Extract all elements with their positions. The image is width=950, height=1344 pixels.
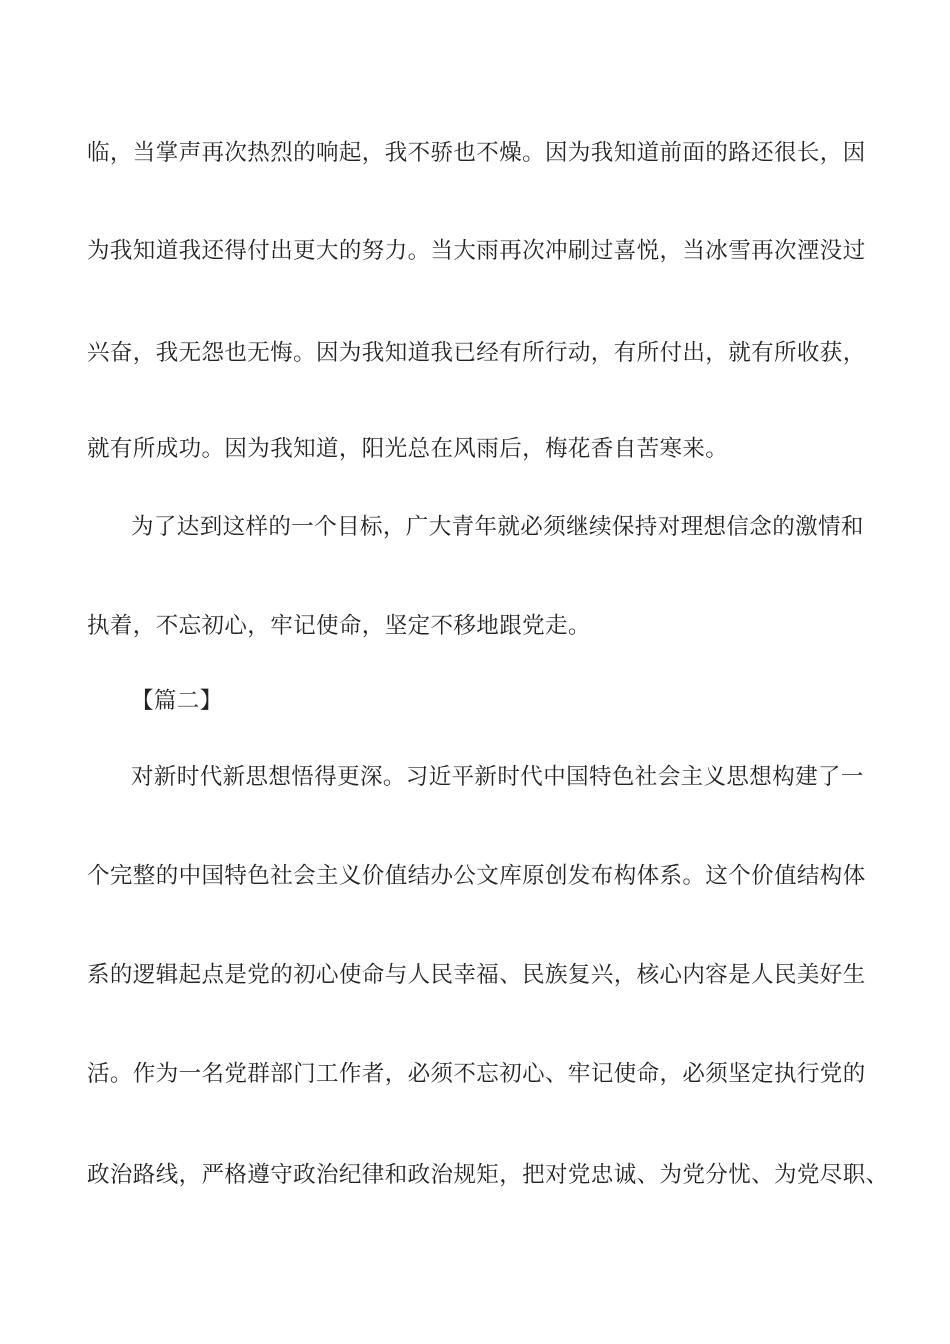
paragraph-line: 就有所成功。因为我知道，阳光总在风雨后，梅花香自苦寒来。 bbox=[87, 436, 729, 462]
section-heading: 【篇二】 bbox=[131, 688, 223, 714]
paragraph-line: 个完整的中国特色社会主义价值结办公文库原创发布构体系。这个价值结构体 bbox=[87, 863, 866, 889]
paragraph-line: 执着，不忘初心，牢记使命，坚定不移地跟党走。 bbox=[87, 613, 591, 639]
paragraph-line: 系的逻辑起点是党的初心使命与人民幸福、民族复兴，核心内容是人民美好生 bbox=[87, 962, 866, 988]
paragraph-line: 为了达到这样的一个目标，广大青年就必须继续保持对理想信念的激情和 bbox=[131, 514, 864, 540]
paragraph-line: 兴奋，我无怨也无悔。因为我知道我已经有所行动，有所付出，就有所收获， bbox=[87, 340, 866, 366]
paragraph-line: 对新时代新思想悟得更深。习近平新时代中国特色社会主义思想构建了一 bbox=[131, 764, 864, 790]
paragraph-line: 政治路线，严格遵守政治纪律和政治规矩，把对党忠诚、为党分忧、为党尽职、 bbox=[87, 1162, 889, 1188]
paragraph-line: 临，当掌声再次热烈的响起，我不骄也不燥。因为我知道前面的路还很长，因 bbox=[87, 140, 866, 166]
paragraph-line: 为我知道我还得付出更大的努力。当大雨再次冲刷过喜悦，当冰雪再次湮没过 bbox=[87, 238, 866, 264]
paragraph-line: 活。作为一名党群部门工作者，必须不忘初心、牢记使命，必须坚定执行党的 bbox=[87, 1061, 866, 1087]
